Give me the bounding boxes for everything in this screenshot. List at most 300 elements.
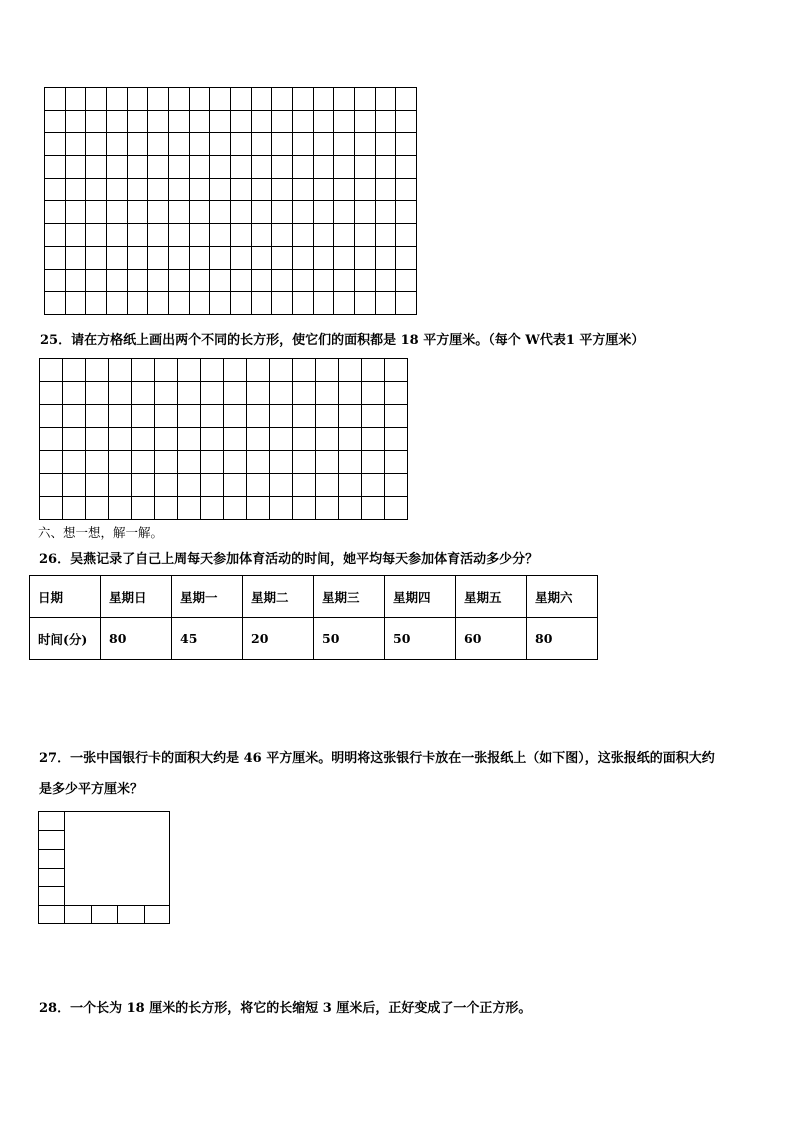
grid-cell	[354, 224, 375, 247]
grid-cell	[189, 156, 210, 179]
grid-cell	[385, 497, 408, 520]
grid-cell	[201, 359, 224, 382]
grid-cell	[339, 428, 362, 451]
grid-cell	[313, 224, 334, 247]
grid-cell	[178, 405, 201, 428]
grid-cell	[224, 359, 247, 382]
grid-cell	[148, 201, 169, 224]
grid-cell	[168, 246, 189, 269]
grid-cell	[272, 246, 293, 269]
activity-time-table	[29, 575, 598, 660]
grid-cell	[201, 405, 224, 428]
grid-cell	[86, 224, 107, 247]
grid-cell	[247, 382, 270, 405]
grid-cell	[106, 292, 127, 315]
grid-cell	[106, 133, 127, 156]
grid-cell	[224, 451, 247, 474]
grid-cell	[45, 156, 66, 179]
grid-cell	[224, 405, 247, 428]
grid-cell	[396, 224, 417, 247]
grid-cell	[132, 497, 155, 520]
grid-cell	[224, 474, 247, 497]
grid-cell	[210, 224, 231, 247]
grid-cell	[230, 110, 251, 133]
grid-cell	[270, 428, 293, 451]
grid-cell	[201, 428, 224, 451]
table-cell-day: 星期四	[385, 576, 456, 618]
question-27-line2: 是多少平方厘米？	[39, 782, 144, 797]
grid-cell	[396, 269, 417, 292]
grid-cell	[316, 405, 339, 428]
grid-cell	[251, 110, 272, 133]
table-cell-minutes: 45	[172, 618, 243, 660]
grid-cell	[230, 269, 251, 292]
grid-cell	[396, 292, 417, 315]
grid-cell	[148, 178, 169, 201]
grid-cell	[86, 292, 107, 315]
grid-cell	[270, 497, 293, 520]
grid-cell	[362, 405, 385, 428]
table-header-label: 日期	[30, 576, 101, 618]
grid-cell	[313, 88, 334, 111]
grid-cell	[210, 292, 231, 315]
grid-cell	[109, 428, 132, 451]
grid-cell	[354, 178, 375, 201]
grid-cell	[168, 178, 189, 201]
grid-cell	[354, 156, 375, 179]
grid-cell	[155, 497, 178, 520]
grid-cell	[316, 451, 339, 474]
grid-cell	[316, 359, 339, 382]
question-26-text: 26．吴燕记录了自己上周每天参加体育活动的时间，她平均每天参加体育活动多少分？	[39, 552, 539, 567]
grid-cell	[40, 382, 63, 405]
grid-cell	[189, 269, 210, 292]
grid-cell	[127, 224, 148, 247]
grid-cell	[334, 269, 355, 292]
grid-cell	[251, 269, 272, 292]
grid-cell	[106, 201, 127, 224]
grid-cell	[63, 474, 86, 497]
grid-cell	[65, 201, 86, 224]
grid-cell	[339, 451, 362, 474]
grid-cell	[375, 246, 396, 269]
grid-cell	[178, 497, 201, 520]
grid-cell	[65, 292, 86, 315]
grid-cell	[148, 110, 169, 133]
grid-cell	[316, 428, 339, 451]
question-28-text: 28．一个长为 18 厘米的长方形，将它的长缩短 3 厘米后，正好变成了一个正方形。	[39, 1001, 532, 1016]
grid-cell	[292, 110, 313, 133]
grid-cell	[313, 110, 334, 133]
question-27-line1: 27．一张中国银行卡的面积大约是 46 平方厘米。明明将这张银行卡放在一张报纸上（如下图），这张报纸的面积大约	[39, 751, 715, 766]
grid-cell	[375, 88, 396, 111]
grid-cell	[127, 133, 148, 156]
grid-cell	[106, 246, 127, 269]
table-row-label: 时间(分)	[30, 618, 101, 660]
grid-cell	[293, 474, 316, 497]
grid-cell	[63, 428, 86, 451]
grid-cell	[189, 201, 210, 224]
grid-cell	[106, 224, 127, 247]
newspaper-outline	[39, 812, 170, 924]
grid-cell	[339, 497, 362, 520]
grid-cell	[251, 88, 272, 111]
grid-cell	[201, 497, 224, 520]
table-cell-minutes: 80	[527, 618, 598, 660]
grid-cell	[230, 224, 251, 247]
grid-cell	[86, 201, 107, 224]
grid-cell	[155, 405, 178, 428]
grid-cell	[40, 405, 63, 428]
grid-cell	[109, 474, 132, 497]
grid-cell	[168, 292, 189, 315]
grid-cell	[396, 178, 417, 201]
grid-cell	[45, 88, 66, 111]
grid-cell	[86, 110, 107, 133]
grid-cell	[354, 246, 375, 269]
grid-cell	[251, 246, 272, 269]
grid-cell	[313, 178, 334, 201]
grid-cell	[178, 382, 201, 405]
grid-cell	[86, 428, 109, 451]
grid-cell	[40, 359, 63, 382]
grid-cell	[65, 178, 86, 201]
grid-cell	[334, 246, 355, 269]
grid-cell	[270, 451, 293, 474]
grid-cell	[230, 246, 251, 269]
grid-cell	[210, 269, 231, 292]
grid-cell	[45, 246, 66, 269]
grid-cell	[272, 133, 293, 156]
grid-paper-top	[44, 87, 417, 315]
grid-cell	[293, 405, 316, 428]
grid-cell	[354, 110, 375, 133]
table-cell-minutes: 50	[314, 618, 385, 660]
grid-cell	[375, 269, 396, 292]
grid-cell	[189, 133, 210, 156]
grid-cell	[292, 292, 313, 315]
grid-cell	[292, 246, 313, 269]
grid-cell	[86, 497, 109, 520]
grid-cell	[292, 178, 313, 201]
grid-cell	[127, 88, 148, 111]
grid-cell	[224, 428, 247, 451]
grid-cell	[63, 497, 86, 520]
grid-cell	[375, 156, 396, 179]
grid-cell	[293, 497, 316, 520]
table-cell-day: 星期五	[456, 576, 527, 618]
table-cell-day: 星期一	[172, 576, 243, 618]
grid-cell	[201, 382, 224, 405]
question-25-text: 25．请在方格纸上画出两个不同的长方形，使它们的面积都是 18 平方厘米。（每个 W代表1 平方厘米）	[40, 333, 645, 348]
grid-cell	[63, 405, 86, 428]
grid-cell	[334, 178, 355, 201]
grid-cell	[362, 474, 385, 497]
grid-cell	[396, 246, 417, 269]
grid-cell	[316, 474, 339, 497]
grid-cell	[334, 292, 355, 315]
grid-cell	[339, 382, 362, 405]
grid-cell	[375, 178, 396, 201]
grid-cell	[362, 428, 385, 451]
grid-cell	[316, 497, 339, 520]
grid-cell	[292, 88, 313, 111]
grid-cell	[155, 359, 178, 382]
grid-cell	[270, 382, 293, 405]
grid-cell	[168, 269, 189, 292]
grid-cell	[362, 497, 385, 520]
table-cell-day: 星期六	[527, 576, 598, 618]
grid-cell	[210, 156, 231, 179]
grid-cell	[396, 133, 417, 156]
grid-cell	[86, 88, 107, 111]
table-row-dates	[30, 576, 598, 618]
grid-cell	[86, 451, 109, 474]
grid-cell	[247, 405, 270, 428]
grid-cell	[313, 201, 334, 224]
grid-cell	[86, 246, 107, 269]
grid-cell	[106, 269, 127, 292]
grid-cell	[189, 88, 210, 111]
table-cell-day: 星期日	[101, 576, 172, 618]
grid-cell	[178, 428, 201, 451]
grid-cell	[201, 451, 224, 474]
grid-cell	[247, 497, 270, 520]
grid-cell	[127, 156, 148, 179]
grid-cell	[385, 428, 408, 451]
grid-cell	[45, 133, 66, 156]
grid-cell	[375, 110, 396, 133]
grid-cell	[178, 359, 201, 382]
grid-cell	[201, 474, 224, 497]
grid-cell	[375, 292, 396, 315]
grid-cell	[189, 246, 210, 269]
grid-cell	[86, 178, 107, 201]
grid-cell	[334, 201, 355, 224]
grid-cell	[396, 156, 417, 179]
grid-cell	[354, 88, 375, 111]
grid-cell	[132, 451, 155, 474]
table-cell-minutes: 50	[385, 618, 456, 660]
grid-cell	[251, 156, 272, 179]
grid-cell	[45, 269, 66, 292]
grid-cell	[65, 110, 86, 133]
grid-cell	[385, 474, 408, 497]
grid-cell	[132, 382, 155, 405]
grid-cell	[168, 133, 189, 156]
grid-cell	[106, 110, 127, 133]
grid-cell	[292, 201, 313, 224]
grid-cell	[375, 224, 396, 247]
grid-cell	[40, 428, 63, 451]
grid-cell	[189, 292, 210, 315]
grid-cell	[45, 201, 66, 224]
grid-cell	[106, 178, 127, 201]
grid-cell	[127, 269, 148, 292]
grid-cell	[313, 269, 334, 292]
grid-cell	[148, 156, 169, 179]
grid-cell	[354, 269, 375, 292]
grid-cell	[247, 428, 270, 451]
grid-cell	[40, 451, 63, 474]
grid-cell	[127, 246, 148, 269]
grid-cell	[272, 88, 293, 111]
grid-cell	[45, 224, 66, 247]
grid-cell	[86, 474, 109, 497]
table-cell-minutes: 20	[243, 618, 314, 660]
grid-cell	[132, 428, 155, 451]
grid-cell	[362, 382, 385, 405]
grid-cell	[168, 156, 189, 179]
grid-cell	[272, 156, 293, 179]
grid-cell	[148, 224, 169, 247]
grid-cell	[210, 246, 231, 269]
grid-cell	[334, 110, 355, 133]
grid-cell	[272, 224, 293, 247]
grid-cell	[247, 359, 270, 382]
grid-cell	[272, 178, 293, 201]
grid-cell	[109, 382, 132, 405]
grid-cell	[132, 359, 155, 382]
table-cell-day: 星期三	[314, 576, 385, 618]
grid-cell	[354, 201, 375, 224]
grid-cell	[293, 451, 316, 474]
grid-cell	[109, 359, 132, 382]
grid-cell	[189, 110, 210, 133]
grid-cell	[385, 405, 408, 428]
grid-cell	[339, 405, 362, 428]
grid-cell	[155, 451, 178, 474]
grid-cell	[230, 201, 251, 224]
grid-cell	[293, 428, 316, 451]
grid-cell	[230, 88, 251, 111]
grid-cell	[230, 156, 251, 179]
grid-cell	[251, 224, 272, 247]
table-row-minutes	[30, 618, 598, 660]
grid-cell	[86, 133, 107, 156]
grid-cell	[230, 133, 251, 156]
grid-cell	[65, 246, 86, 269]
grid-cell	[148, 133, 169, 156]
grid-cell	[65, 269, 86, 292]
grid-cell	[339, 359, 362, 382]
grid-cell	[385, 451, 408, 474]
grid-paper-q25	[39, 358, 408, 520]
grid-cell	[132, 405, 155, 428]
grid-cell	[224, 497, 247, 520]
grid-cell	[339, 474, 362, 497]
grid-cell	[148, 269, 169, 292]
grid-cell	[270, 405, 293, 428]
grid-cell	[334, 133, 355, 156]
grid-cell	[334, 88, 355, 111]
grid-cell	[272, 292, 293, 315]
grid-cell	[313, 156, 334, 179]
grid-cell	[272, 269, 293, 292]
grid-cell	[362, 451, 385, 474]
grid-cell	[396, 110, 417, 133]
grid-cell	[148, 246, 169, 269]
grid-cell	[106, 156, 127, 179]
table-cell-day: 星期二	[243, 576, 314, 618]
grid-cell	[230, 292, 251, 315]
grid-cell	[354, 133, 375, 156]
grid-cell	[109, 451, 132, 474]
grid-cell	[86, 405, 109, 428]
grid-cell	[334, 224, 355, 247]
grid-cell	[168, 201, 189, 224]
grid-cell	[189, 178, 210, 201]
grid-cell	[251, 292, 272, 315]
grid-cell	[65, 133, 86, 156]
grid-cell	[385, 382, 408, 405]
grid-cell	[65, 224, 86, 247]
grid-cell	[210, 88, 231, 111]
grid-cell	[210, 110, 231, 133]
grid-cell	[45, 110, 66, 133]
grid-cell	[272, 201, 293, 224]
grid-cell	[362, 359, 385, 382]
grid-cell	[247, 451, 270, 474]
table-cell-minutes: 60	[456, 618, 527, 660]
grid-cell	[396, 201, 417, 224]
grid-cell	[63, 382, 86, 405]
grid-cell	[155, 474, 178, 497]
grid-cell	[127, 178, 148, 201]
grid-cell	[251, 133, 272, 156]
grid-cell	[127, 110, 148, 133]
grid-cell	[385, 359, 408, 382]
grid-cell	[155, 382, 178, 405]
grid-cell	[168, 88, 189, 111]
grid-cell	[178, 451, 201, 474]
grid-cell	[132, 474, 155, 497]
grid-cell	[86, 156, 107, 179]
grid-cell	[313, 292, 334, 315]
grid-cell	[109, 497, 132, 520]
grid-cell	[270, 359, 293, 382]
grid-cell	[155, 428, 178, 451]
grid-cell	[313, 246, 334, 269]
grid-cell	[293, 382, 316, 405]
grid-cell	[375, 201, 396, 224]
grid-cell	[63, 359, 86, 382]
grid-cell	[292, 224, 313, 247]
grid-cell	[65, 156, 86, 179]
grid-cell	[148, 88, 169, 111]
table-cell-minutes: 80	[101, 618, 172, 660]
grid-cell	[86, 382, 109, 405]
grid-cell	[292, 133, 313, 156]
grid-cell	[106, 88, 127, 111]
grid-cell	[210, 178, 231, 201]
grid-cell	[230, 178, 251, 201]
grid-cell	[224, 382, 247, 405]
grid-cell	[178, 474, 201, 497]
grid-cell	[127, 292, 148, 315]
grid-cell	[210, 201, 231, 224]
grid-cell	[396, 88, 417, 111]
grid-cell	[65, 88, 86, 111]
grid-cell	[45, 292, 66, 315]
grid-cell	[313, 133, 334, 156]
grid-cell	[316, 382, 339, 405]
grid-cell	[270, 474, 293, 497]
grid-cell	[109, 405, 132, 428]
grid-cell	[148, 292, 169, 315]
grid-cell	[292, 269, 313, 292]
grid-cell	[334, 156, 355, 179]
